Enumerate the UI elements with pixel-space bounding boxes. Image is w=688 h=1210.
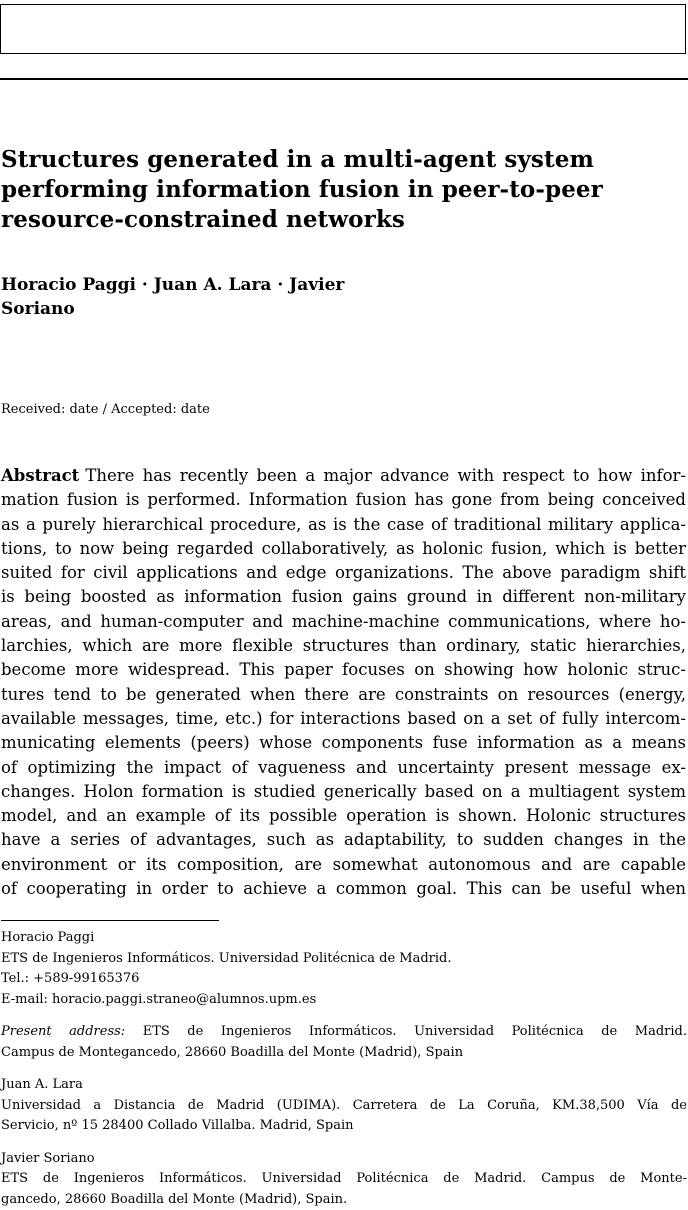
abstract-line: of cooperating in order to achieve a common goal. This can be useful when [1, 877, 686, 901]
title-line: performing information fusion in peer-to-peer [1, 175, 641, 205]
abstract-line: changes. Holon formation is studied generically based on a multiagent system [1, 780, 686, 804]
abstract-line: larchies, which are more flexible structures than ordinary, static hierarchies, [1, 634, 686, 658]
abstract-line: become more widespread. This paper focuses on showing how holonic struc- [1, 658, 686, 682]
abstract-line: municating elements (peers) whose components fuse information as a means [1, 731, 686, 755]
abstract-line: tures tend to be generated when there are constraints on resources (energy, [1, 683, 686, 707]
present-address-line: Campus de Montegancedo, 28660 Boadilla del Monte (Madrid), Spain [1, 1043, 687, 1064]
abstract-label: Abstract [1, 466, 79, 485]
abstract-line: areas, and human-computer and machine-machine communications, where ho- [1, 610, 686, 634]
paper-title [1, 145, 641, 235]
abstract-line [1, 464, 686, 488]
present-address-line: ETS de Ingenieros Informáticos. Universidad Politécnica de Madrid. [143, 1024, 687, 1039]
present-address-label: Present address: [1, 1024, 125, 1039]
header-box [0, 4, 686, 54]
abstract-text: There has recently been a major advance with respect to how infor- [85, 466, 686, 485]
abstract-line: as a purely hierarchical procedure, as is the case of traditional military applica- [1, 513, 686, 537]
abstract-line: tions, to now being regarded collaboratively, as holonic fusion, which is better [1, 537, 686, 561]
abstract [1, 464, 686, 901]
footnote-author-name: Juan A. Lara [1, 1075, 687, 1096]
footnotes [1, 928, 687, 1210]
abstract-line: have a series of advantages, such as adaptability, to sudden changes in the [1, 828, 686, 852]
footnote-affiliation: ETS de Ingenieros Informáticos. Universidad Politécnica de Madrid. [1, 949, 687, 970]
abstract-line: available messages, time, etc.) for interactions based on a set of fully intercom- [1, 707, 686, 731]
footnote-rule [1, 920, 219, 921]
footnote-author-name: Javier Soriano [1, 1149, 687, 1170]
author-line: Soriano [1, 297, 421, 321]
footnote-affiliation: gancedo, 28660 Boadilla del Monte (Madrid), Spain. [1, 1190, 687, 1210]
footnote-author-name: Horacio Paggi [1, 928, 687, 949]
abstract-line: environment or its composition, are somewhat autonomous and are capable [1, 853, 686, 877]
author-line: Horacio Paggi · Juan A. Lara · Javier [1, 273, 421, 297]
footnote-affiliation: ETS de Ingenieros Informáticos. Universidad Politécnica de Madrid. Campus de Monte- [1, 1169, 687, 1190]
footnote-tel: Tel.: +589-99165376 [1, 969, 687, 990]
abstract-line: suited for civil applications and edge organizations. The above paradigm shift [1, 561, 686, 585]
footnote-affiliation: Universidad a Distancia de Madrid (UDIMA). Carretera de La Coruña, KM.38,500 Vía de [1, 1096, 687, 1117]
header-rule [0, 78, 688, 80]
abstract-line: of optimizing the impact of vagueness and uncertainty present message ex- [1, 756, 686, 780]
abstract-line: mation fusion is performed. Information fusion has gone from being conceived [1, 488, 686, 512]
abstract-line: is being boosted as information fusion gains ground in different non-military [1, 585, 686, 609]
footnote-present-address [1, 1022, 687, 1043]
title-line: resource-constrained networks [1, 205, 641, 235]
author-list [1, 273, 421, 321]
footnote-email: E-mail: horacio.paggi.straneo@alumnos.upm.es [1, 990, 687, 1011]
received-accepted-date: Received: date / Accepted: date [1, 401, 210, 419]
abstract-line: model, and an example of its possible operation is shown. Holonic structures [1, 804, 686, 828]
title-line: Structures generated in a multi-agent system [1, 145, 641, 175]
footnote-affiliation: Servicio, nº 15 28400 Collado Villalba. Madrid, Spain [1, 1116, 687, 1137]
